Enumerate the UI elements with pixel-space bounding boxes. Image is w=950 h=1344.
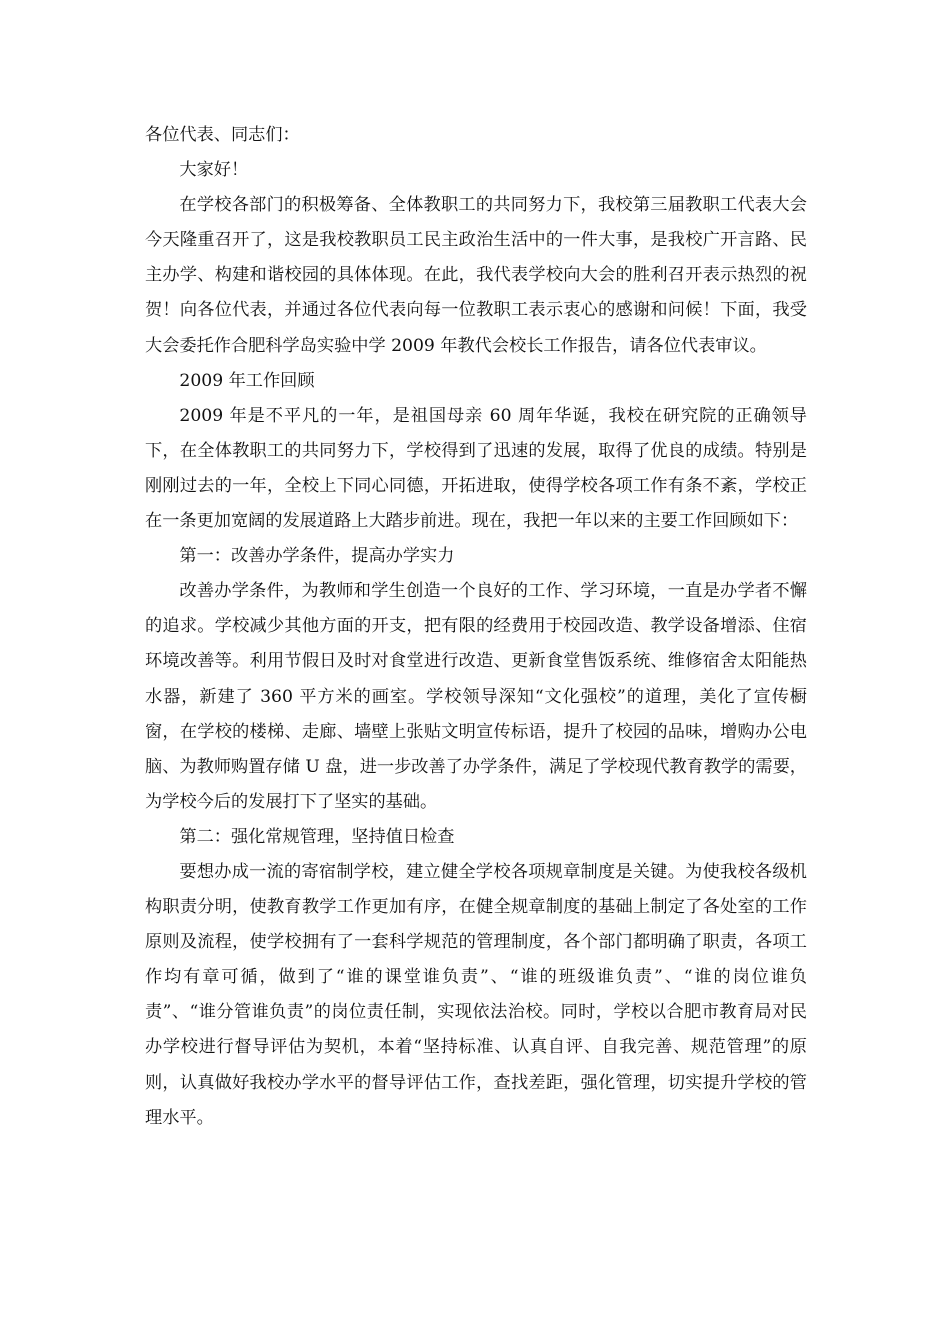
- subheading-first: 第一：改善办学条件，提高办学实力: [179, 546, 455, 567]
- document-body: [145, 118, 807, 1136]
- salutation: 各位代表、同志们：: [145, 125, 300, 145]
- review-intro-paragraph: 2009 年是不平凡的一年，是祖国母亲 60 周年华诞，我校在研究院的正确领导下，在全体教职工的共同努力下，学校得到了迅速的发展，取得了优良的成绩。特别是刚刚过去的一年，全校上下同心同德，开拓进取，使得学校各项工作有条不紊，学校正在一条更加宽阔的发展道路上大踏步前进。现在，我把一年以来的主要工作回顾如下：: [145, 405, 807, 532]
- opening-paragraph: 在学校各部门的积极筹备、全体教职工的共同努力下，我校第三届教职工代表大会今天隆重召开了，这是我校教职员工民主政治生活中的一件大事，是我校广开言路、民主办学、构建和谐校园的具体体现。在此，我代表学校向大会的胜利召开表示热烈的祝贺！向各位代表，并通过各位代表向每一位教职工表示衷心的感谢和问候！下面，我受大会委托作合肥科学岛实验中学 2009 年教代会校长工作报告，请各位代表审议。: [145, 195, 807, 356]
- second-section-paragraph: 要想办成一流的寄宿制学校，建立健全学校各项规章制度是关键。为使我校各级机构职责分明，使教育教学工作更加有序，在健全规章制度的基础上制定了各处室的工作原则及流程，使学校拥有了一套科学规范的管理制度，各个部门都明确了职责，各项工作均有章可循，做到了“谁的课堂谁负责”、“谁的班级谁负责”、“谁的岗位谁负责”、“谁分管谁负责”的岗位责任制，实现依法治校。同时，学校以合肥市教育局对民办学校进行督导评估为契机，本着“坚持标准、认真自评、自我完善、规范管理”的原则，认真做好我校办学水平的督导评估工作，查找差距，强化管理，切实提升学校的管理水平。: [145, 861, 807, 1128]
- section-heading-review: 2009 年工作回顾: [179, 370, 315, 391]
- greeting: 大家好！: [179, 160, 249, 181]
- first-section-paragraph: 改善办学条件，为教师和学生创造一个良好的工作、学习环境，一直是办学者不懈的追求。学校减少其他方面的开支，把有限的经费用于校园改造、教学设备增添、住宿环境改善等。利用节假日及时对食堂进行改造、更新食堂售饭系统、维修宿舍太阳能热水器，新建了 360 平方米的画室。学校领导深知“文化强校”的道理，美化了宣传橱窗，在学校的楼梯、走廊、墙壁上张贴文明宣传标语，提升了校园的品味，增购办公电脑、为教师购置存储 U 盘，进一步改善了办学条件，满足了学校现代教育教学的需要，为学校今后的发展打下了坚实的基础。: [145, 581, 807, 812]
- subheading-second: 第二：强化常规管理，坚持值日检查: [179, 826, 455, 847]
